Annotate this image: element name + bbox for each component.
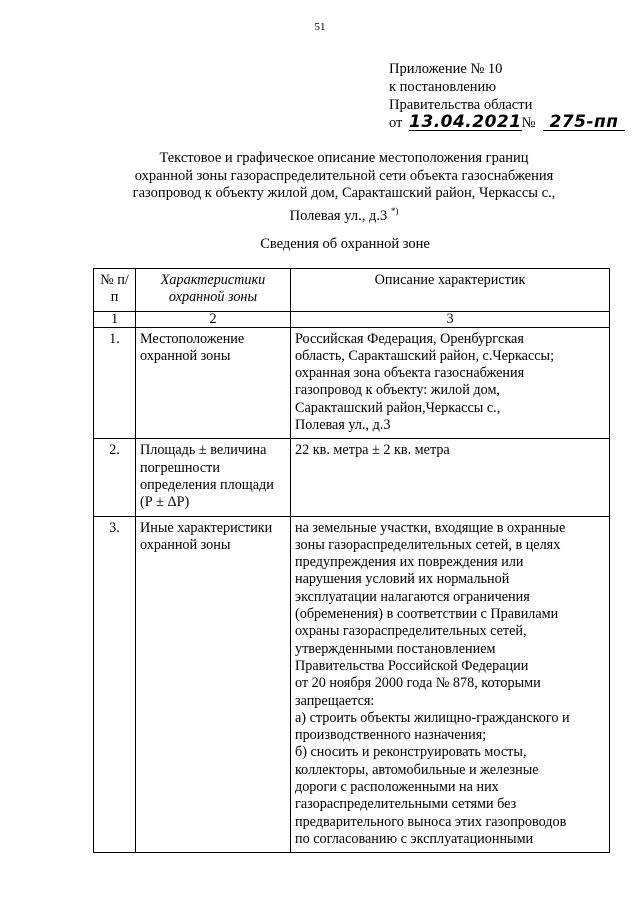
description-line: производственного назначения; [295,727,487,744]
description-line: газораспределительными сетями без [295,796,517,813]
title-line-3: газопровод к объекту жилой дом, Саракташский район, Черкассы с., [132,185,556,201]
description-line: 22 кв. метра ± 2 кв. метра [295,442,450,459]
description-line: Саракташский район,Черкассы с., [295,399,501,416]
description-line: дороги с расположенными на них [295,779,499,796]
handwritten-date: 13.04.2021 [409,112,522,132]
header-col-description: Описание характеристик [291,269,610,312]
section-subtitle: Сведения об охранной зоне [260,236,430,252]
table-row [94,439,610,516]
description-line: газопровод к объекту: жилой дом, [295,382,500,399]
row-description [291,327,610,439]
column-number-3: 3 [291,311,610,327]
row-characteristic: Площадь ± величина погрешности определения площади (Р ± ΔР) [136,439,291,516]
description-line: зоны газораспределительных сетей, в целях [295,536,561,553]
handwritten-number: 275-пп [543,114,625,131]
row-number: 1. [94,327,136,439]
header-col-number: № п/п [94,269,136,312]
description-line: охраны газораспределительных сетей, [295,623,527,640]
description-line: Российская Федерация, Оренбургская [295,330,524,347]
table-column-numbers-row [94,311,610,327]
row-number: 3. [94,516,136,853]
appendix-date-line [389,114,625,132]
table-row [94,327,610,439]
column-number-1: 1 [94,311,136,327]
row-number: 2. [94,439,136,516]
description-line: эксплуатации налагаются ограничения [295,588,530,605]
description-line: б) сносить и реконструировать мосты, [295,744,527,761]
page-number: 51 [314,21,326,33]
document-title [0,150,640,225]
row-description [291,439,610,516]
column-number-2: 2 [136,311,291,327]
title-line-2: охранной зоны газораспределительной сети объекта газоснабжения [134,167,554,184]
row-characteristic: Местоположение охранной зоны [136,327,291,439]
protection-zone-table [93,268,610,853]
description-line: по согласованию с эксплуатационными [295,830,534,847]
description-line: нарушения условий их нормальной [295,571,510,588]
title-line-1: Текстовое и графическое описание местоположения границ [159,150,529,166]
appendix-date-prefix: от [389,115,403,131]
appendix-line-1: Приложение № 10 [389,61,503,77]
appendix-line-2: к постановлению [389,79,497,95]
description-line: утвержденными постановлением [295,640,496,657]
description-line: запрещается: [295,692,375,709]
title-line-4-text: Полевая ул., д.3 [289,207,388,224]
description-line: на земельные участки, входящие в охранные [295,519,566,536]
description-line: коллекторы, автомобильные и железные [295,761,539,778]
description-line: область, Саракташский район, с.Черкассы; [295,347,555,364]
appendix-block [389,60,625,132]
description-line: а) строить объекты жилищно-гражданского и [295,709,570,726]
title-line-4 [0,203,640,225]
description-line: (обременения) в соответствии с Правилами [295,606,559,623]
description-line: Правительства Российской Федерации [295,657,529,674]
footnote-mark: *) [390,205,399,216]
row-description [291,516,610,853]
description-line: Полевая ул., д.3 [295,417,391,434]
appendix-line-3: Правительства области [389,97,533,113]
appendix-number-label: № [521,115,536,131]
description-line: предупреждения их повреждения или [295,554,524,571]
description-line: предварительного выноса этих газопроводов [295,813,567,830]
table-header-row [94,269,610,312]
table-row [94,516,610,853]
description-line: охранная зона объекта газоснабжения [295,365,525,382]
header-col-characteristics: Характеристики охранной зоны [136,269,291,312]
row-characteristic: Иные характеристики охранной зоны [136,516,291,853]
description-line: от 20 ноября 2000 года № 878, которыми [295,675,541,692]
